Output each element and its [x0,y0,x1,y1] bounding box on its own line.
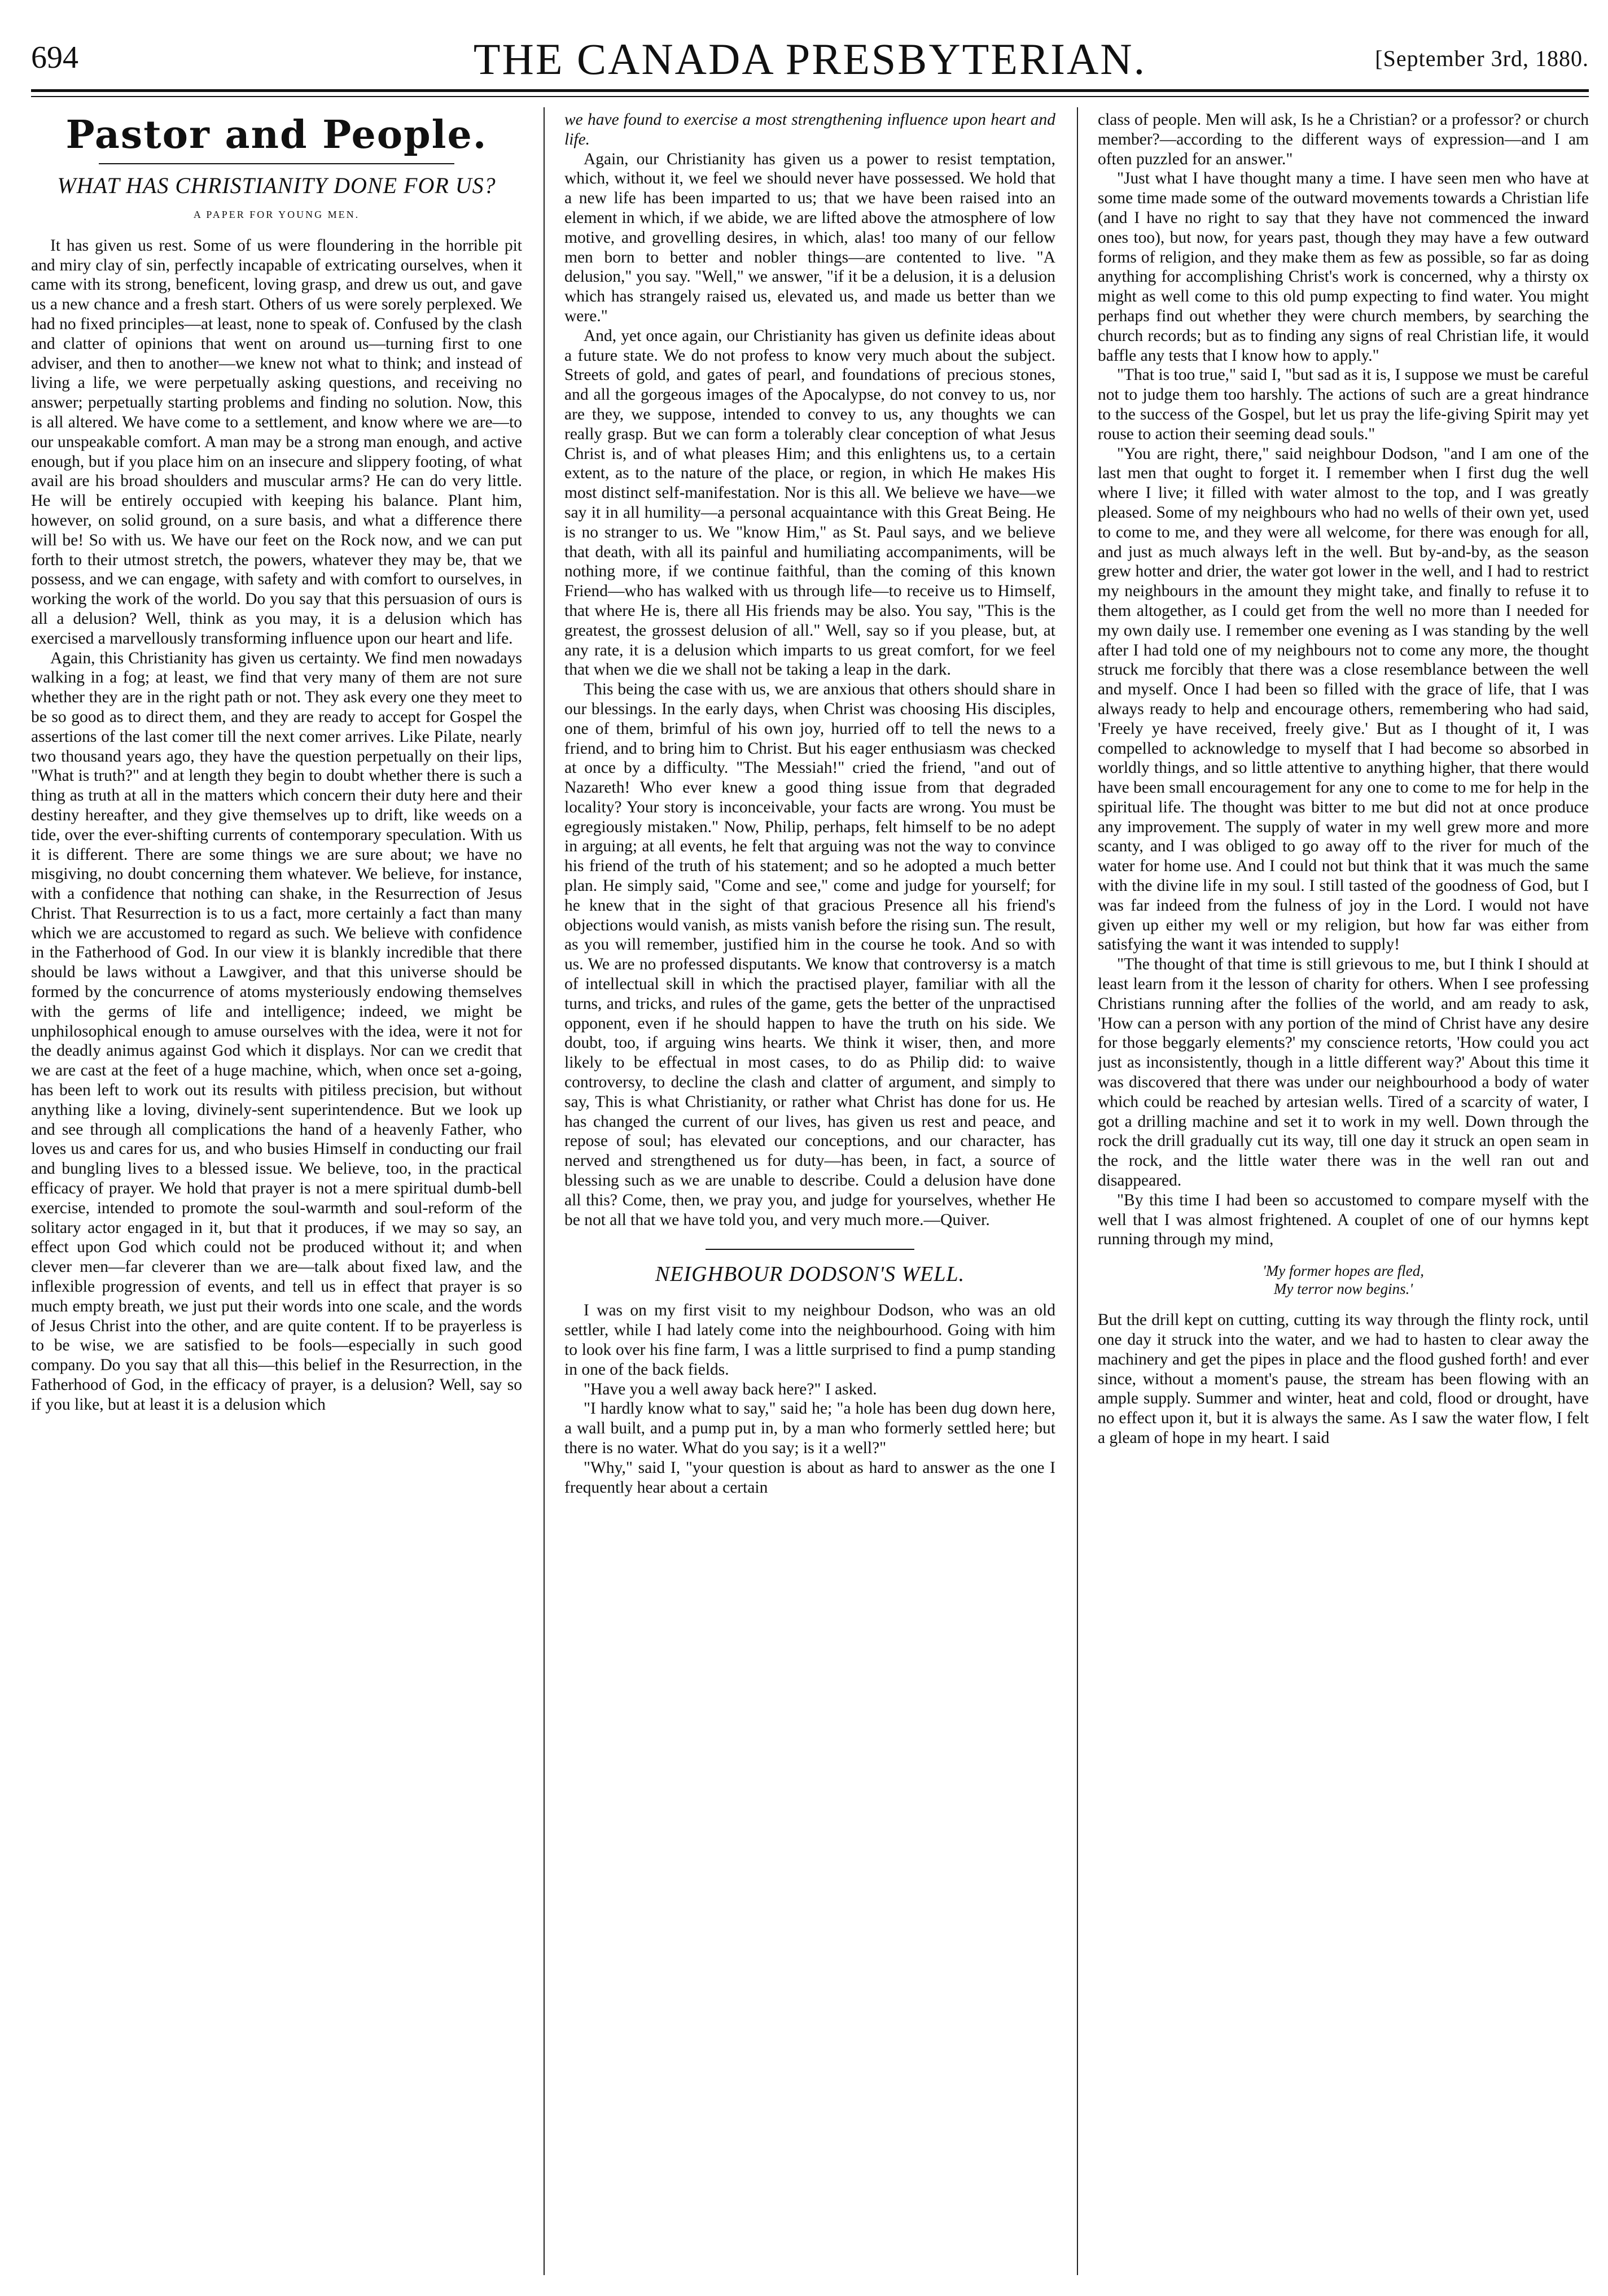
paragraph: "That is too true," said I, "but sad as it is, I suppose we must be careful not to judge them too harshly. The actions of such are a great hindrance to the success of the Gospel, but let us pray the life-giving Spirit may yet rouse to action their seeming dead souls." [1098,366,1589,443]
paragraph: "Why," said I, "your question is about as hard to answer as the one I frequently hear about a certain [564,1458,1055,1497]
paragraph: I was on my first visit to my neighbour Dodson, who was an old settler, while I had lately come into the neighbourhood. Going with him to look over his fine farm, I was a little surprised to find a pump standing in one of the back fields. [564,1301,1055,1379]
paragraph: "I hardly know what to say," said he; "a hole has been dug down here, a wall built, and a pump put in, by a man who formerly settled here; but there is no water. What do you say; is it a well?" [564,1400,1055,1457]
column-divider [1077,107,1078,2275]
article-title: NEIGHBOUR DODSON'S WELL. [655,1262,965,1287]
paragraph: "The thought of that time is still grievous to me, but I think I should at least learn from it the lesson of charity for others. When I see professing Christians running after the follies of the world, and am ready to ask, 'How can a person with any portion of the mind of Christ have any desire for those beggarly elements?' my conscience retorts, 'How could you act just as inconsistently, though in a little different way?' About this time it was discovered that there was under our neighbourhood a body of water which could be reached by artesian wells. Tired of a scarcity of water, I got a drilling machine and set it to work in my well. Down through the rock the drill gradually cut its way, till one day it struck an open seam in the rock, and the little water there was in the well ran out and disappeared. [1098,955,1589,1190]
verse-line: My terror now begins.' [1273,1280,1413,1298]
paragraph: Again, this Christianity has given us certainty. We find men nowadays walking in a fog; at least, we find that very many of them are not sure whether they are in the right path or not. They ask every one they meet to be so good as to direct them, and they are ready to accept for Gospel the assertions of the last comer till the next comer arrives. Like Pilate, nearly two thousand years ago, they have the question perpetually on their lips, "What is truth?" and at length they begin to doubt whether there is such a thing as truth at all in the matters which concern their duty here and their destiny hereafter, and they give themselves up to drift, like weeds on a tide, over the ever-shifting currents of contemporary speculation. With us it is different. There are some things we are sure about; we have no misgiving, no doubt concerning them whatever. We believe, for instance, with a confidence that nothing can shake, in the Resurrection of Jesus Christ. That Resurrection is to us a fact, more certainly a fact than many which we are accustomed to regard as such. We believe with confidence in the Fatherhood of God. In our view it is blankly incredible that there should be laws without a Lawgiver, and that this universe should be formed by the concurrence of atoms mysteriously endowing themselves with the germs of life and intelligence; indeed, we might be unphilosophical enough to amuse ourselves with the idea, were it not for the deadly animus against God which it displays. Nor can we credit that we are cast at the feet of a huge machine, which, when once set a-going, has been left to work out its results with pitiless precision, but without anything like a loving, divinely-sent superintendence. But we look up and see through all complications the hand of a heavenly Father, who loves us and cares for us, and who busies Himself in conducting our frail and bungling lives to a blessed issue. We believe, too, in the practical efficacy of prayer. We hold that prayer is not a mere spiritual dumb-bell exercise, intended to promote the soul-warmth and soul-reform of the solitary actor engaged in it, but that it produces, if we may so say, an effect upon God which could not be produced without it; and when clever men—far cleverer than we are—talk about fixed law, and the inflexible progression of events, and tell us in effect that prayer is so much empty breath, we just put their words into one scale, and the words of Jesus Christ into the other, and are quite content. If to be prayerless is to be wise, we are satisfied to be fools—especially in such good company. Do you say that all this—this belief in the Resurrection, in the Fatherhood of God, in the efficacy of prayer, is a delusion? Well, say so if you like, but at least it is a delusion which [31,649,522,1414]
hymn-couplet [1098,1262,1589,1298]
paragraph: This being the case with us, we are anxious that others should share in our blessings. In the early days, when Christ was choosing His disciples, one of them, brimful of his own joy, hurried off to tell the news to a friend, and to bring him to Christ. But his eager enthusiasm was checked at once by a difficulty. "The Messiah!" cried the friend, "and out of Nazareth! Who ever knew a good thing issue from that degraded locality? Your story is inconceivable, your facts are wrong. You must be egregiously mistaken." Now, Philip, perhaps, felt himself to be no adept in arguing; at all events, he felt that arguing was not the way to convince his friend of the truth of his statement; and so he adopted a much better plan. He simply said, "Come and see," come and judge for yourself; for he knew that in the sight of that gracious Presence all his friend's objections would vanish, as mists vanish before the rising sun. The result, as you will remember, justified him in the course he took. And so with us. We are no professed disputants. We know that controversy is a match of intellectual skill in which the practised player, familiar with all the turns, and tricks, and rules of the game, gets the better of the unpractised opponent, even if he should happen to have the truth on his side. We doubt, too, if arguing wins hearts. We think it wiser, then, and more likely to be effectual in most cases, to do as Philip did: to waive controversy, to decline the clash and clatter of argument, and simply to say, This is what Christianity, or rather what Christ has done for us. He has changed the current of our lives, has given us rest and peace, and repose of soul; has elevated our conceptions, and our character, has nerved and strengthened us for duty—has been, in fact, a source of blessing such as we are unable to describe. Could a delusion have done all this? Come, then, we pray you, and judge for yourselves, whether He be not all that we have told you, and very much more.—Quiver. [564,680,1055,1229]
paragraph: "By this time I had been so accustomed to compare myself with the well that I was almost frightened. A couplet of one of our hymns kept running through my mind, [1098,1191,1589,1249]
paragraph: "You are right, there," said neighbour Dodson, "and I am one of the last men that ought to forget it. I remember when I first dug the well where I live; it filled with water almost to the top, and I was greatly pleased. Some of my neighbours who had no wells of their own yet, used to come to me, and they were all welcome, for there was enough for all, and just as much always left in the well. But by-and-by, as the season grew hotter and drier, the water got lower in the well, and I had to restrict my neighbours in the amount they might take, and finally to refuse it to them altogether, as I could get from the well no more than I needed for my own daily use. I remember one evening as I was standing by the well after I had told one of my neighbours not to come any more, the thought struck me forcibly that there was a close resemblance between the well and myself. Once I had been so filled with the grace of life, that I was always ready to help and encourage others, remembering who had said, 'Freely ye have received, freely give.' But as I thought of it, I was compelled to acknowledge to myself that I had become so absorbed in worldly things, and so little attentive to anything higher, that there would have been small encouragement for any one to come to me for help in the spiritual life. The thought was bitter to me but did not at once produce any improvement. The supply of water in my well grew more and more scanty, and I was obliged to go away off to the river for much of the water for home use. And I could not but think that it was much the same with the divine life in my soul. I still tasted of the goodness of God, but I was far indeed from the fulness of joy in the Lord. I would not have given up either my well or my religion, but how far was either from satisfying the want it was intended to supply! [1098,444,1589,954]
newspaper-title: THE CANADA PRESBYTERIAN. [473,34,1147,84]
page-number: 694 [31,40,78,75]
masthead-rule-thick [31,89,1589,92]
column-divider [544,107,545,2275]
article-title: WHAT HAS CHRISTIANITY DONE FOR US? [57,173,496,198]
paragraph: It has given us rest. Some of us were floundering in the horrible pit and miry clay of sin, perfectly incapable of extricating ourselves, when it came with its strong, beneficent, loving grasp, and drew us out, and gave us a new chance and a fresh start. Others of us were sorely perplexed. We had no fixed principles—at least, none to speak of. Confused by the clash and clatter of opinions that went on around us—turning first to one adviser, and then to another—we knew not what to think; and instead of living a life, we were perpetually asking questions, and receiving no answer; perpetually starting problems and finding no solution. Now, this is all altered. We have come to a settlement, and know where we are—to our unspeakable comfort. A man may be a strong man enough, and active enough, but if you place him on an insecure and slippery footing, of what avail are his broad shoulders and muscular arms? He can do very little. He will be entirely occupied with keeping his balance. Plant him, however, on solid ground, on a sure basis, and what a difference there will be! So with us. We have our feet on the Rock now, and we can put forth to their utmost stretch, the powers, whatever they may be, that we possess, and we can engage, with safety and with comfort to ourselves, in working the work of the world. Do you say that this persuasion of ours is all a delusion? Well, think as you may, it is a delusion which has exercised a marvellously transforming influence upon our heart and life. [31,236,522,648]
article-byline: A PAPER FOR YOUNG MEN. [193,209,360,220]
section-heading: Pastor and People. [65,112,488,158]
paragraph: "Just what I have thought many a time. I have seen men who have at some time made some of the outward movements towards a Christian life (and I have no right to say that they have not commenced the inward ones too), but now, for years past, though they may have a few outward forms of religion, and they make them as few as possible, so far as doing anything for accomplishing Christ's work is concerned, why a thirsty ox might as well come to this old pump expecting to find water. You might perhaps find out whether they were church members, by searching the church records; but as to finding any signs of real Christian life, it would baffle any tests that I know how to apply." [1098,169,1589,365]
paragraph: Again, our Christianity has given us a power to resist temptation, which, without it, we feel we should never have possessed. We hold that a new life has been imparted to us; that we have been raised into an element in which, if we abide, we are lifted above the atmosphere of low motive, and grovelling desires, in which, alas! too many of our fellow men born to better and nobler things—are contented to live. "A delusion," you say. "Well," we answer, "if it be a delusion, it is a delusion which has strangely raised us, elevated us, and made us better than we were." [564,150,1055,325]
masthead-rule-thin [31,96,1589,97]
newspaper-page [31,23,1589,2281]
section-rule [99,163,454,164]
paragraph: But the drill kept on cutting, cutting its way through the flinty rock, until one day it struck into the water, and we had to hasten to clear away the machinery and get the pipes in place and the flood gushed forth! and ever since, without a moment's pause, the stream has been flowing with an ample supply. Summer and winter, heat and cold, flood or drought, have no effect upon it, but it is always the same. As I saw the water flow, I felt a gleam of hope in my heart. I said [1098,1311,1589,1447]
column-2 [564,110,1055,2272]
masthead [31,34,1589,96]
paragraph: "Have you a well away back here?" I asked. [584,1380,877,1398]
column-3 [1098,110,1589,2272]
issue-date: [September 3rd, 1880. [1375,46,1589,71]
verse-line: 'My former hopes are fled, [1263,1262,1424,1280]
paragraph: class of people. Men will ask, Is he a Christian? or a professor? or church member?—according to the different ways of expression—and I am often puzzled for an answer." [1098,111,1589,168]
column-1 [31,110,522,2272]
article-separator [706,1249,914,1250]
paragraph: we have found to exercise a most strengthening influence upon heart and life. [564,111,1055,148]
paragraph: And, yet once again, our Christianity has given us definite ideas about a future state. We do not profess to know very much about the subject. Streets of gold, and gates of pearl, and foundations of precious stones, and all the gorgeous images of the Apocalypse, do not convey to us, nor are they, we suppose, intended to convey to us, any thoughts we can really grasp. But we can form a tolerably clear conception of what Jesus Christ is, and of what pleases Him; and this enlightens us, to a certain extent, as to the nature of the place, or region, in which He makes His most distinct self-manifestation. Nor is this all. We believe we have—we say it in all humility—a personal acquaintance with this Great Being. He is no stranger to us. We "know Him," as St. Paul says, and we believe that death, with all its painful and humiliating accompaniments, will be nothing more, if we continue faithful, than the coming of this known Friend—who has walked with us through life—to receive us to Himself, that where He is, there all His friends may be also. You say, "This is the greatest, the grossest delusion of all." Well, say so if you please, but, at any rate, it is a delusion which imparts to us great comfort, for we feel that when we die we shall not be taking a leap in the dark. [564,326,1055,679]
